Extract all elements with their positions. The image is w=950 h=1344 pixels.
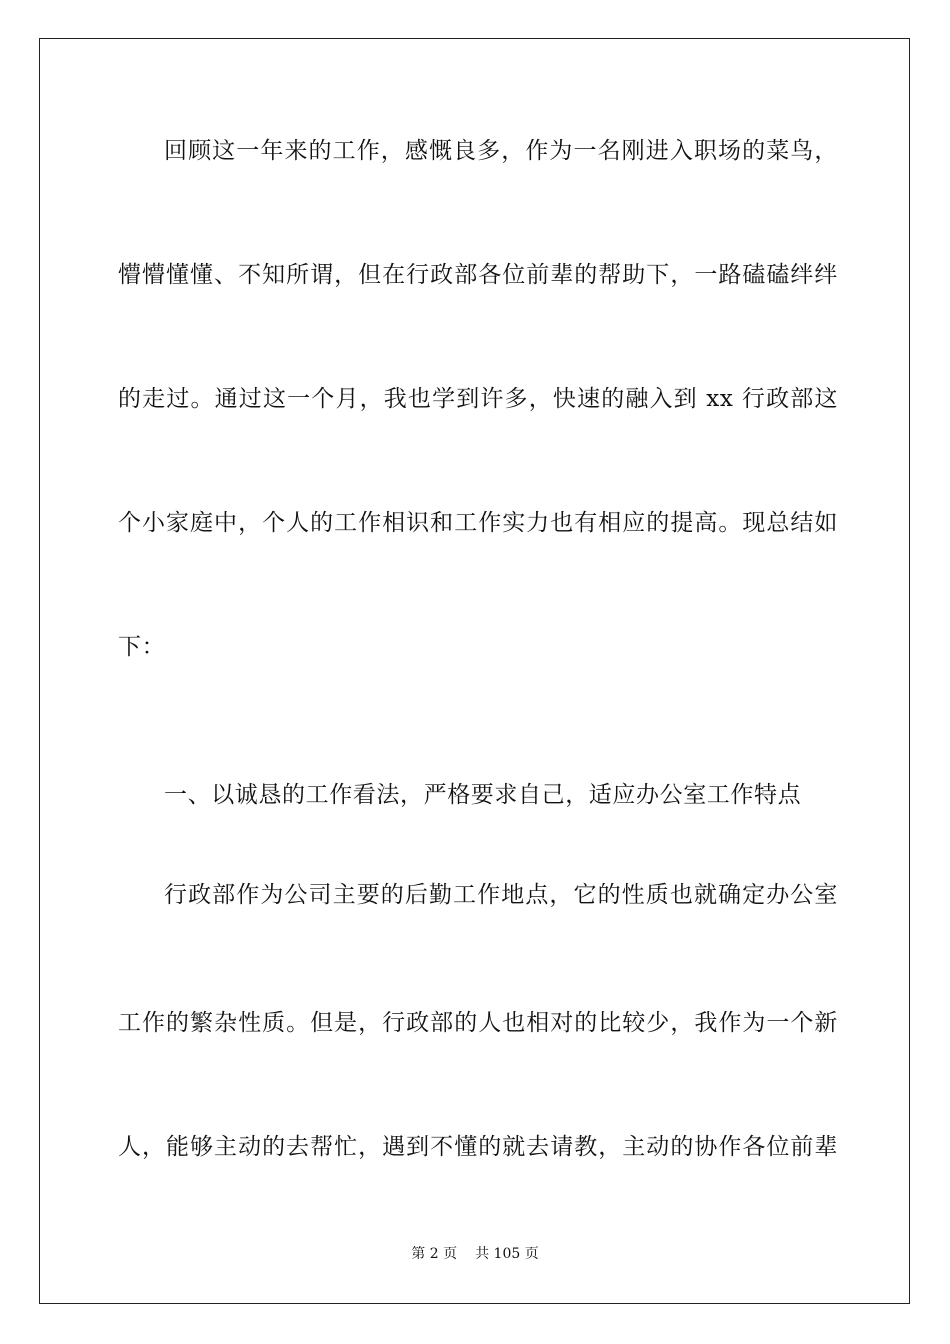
paragraph-line-3: 的走过。通过这一个月，我也学到许多，快速的融入到 xx 行政部这 <box>118 386 838 412</box>
paragraph-line-8: 人，能够主动的去帮忙，遇到不懂的就去请教，主动的协作各位前辈 <box>118 1134 838 1160</box>
paragraph-line-2: 懵懵懂懂、不知所谓，但在行政部各位前辈的帮助下，一路磕磕绊绊 <box>118 262 838 288</box>
page-number: 第 2 页 <box>411 1246 458 1262</box>
paragraph-line-5: 下： <box>118 634 166 660</box>
paragraph-line-4: 个小家庭中，个人的工作相识和工作实力也有相应的提高。现总结如 <box>118 510 838 536</box>
page-border <box>39 38 910 1304</box>
section-heading: 一、以诚恳的工作看法，严格要求自己，适应办公室工作特点 <box>164 782 802 808</box>
paragraph-line-1: 回顾这一年来的工作，感慨良多，作为一名刚进入职场的菜鸟， <box>164 138 838 164</box>
paragraph-line-7: 工作的繁杂性质。但是，行政部的人也相对的比较少，我作为一个新 <box>118 1010 838 1036</box>
page-footer <box>0 1244 950 1264</box>
page-total: 共 105 页 <box>475 1246 539 1262</box>
paragraph-line-6: 行政部作为公司主要的后勤工作地点，它的性质也就确定办公室 <box>164 882 838 908</box>
